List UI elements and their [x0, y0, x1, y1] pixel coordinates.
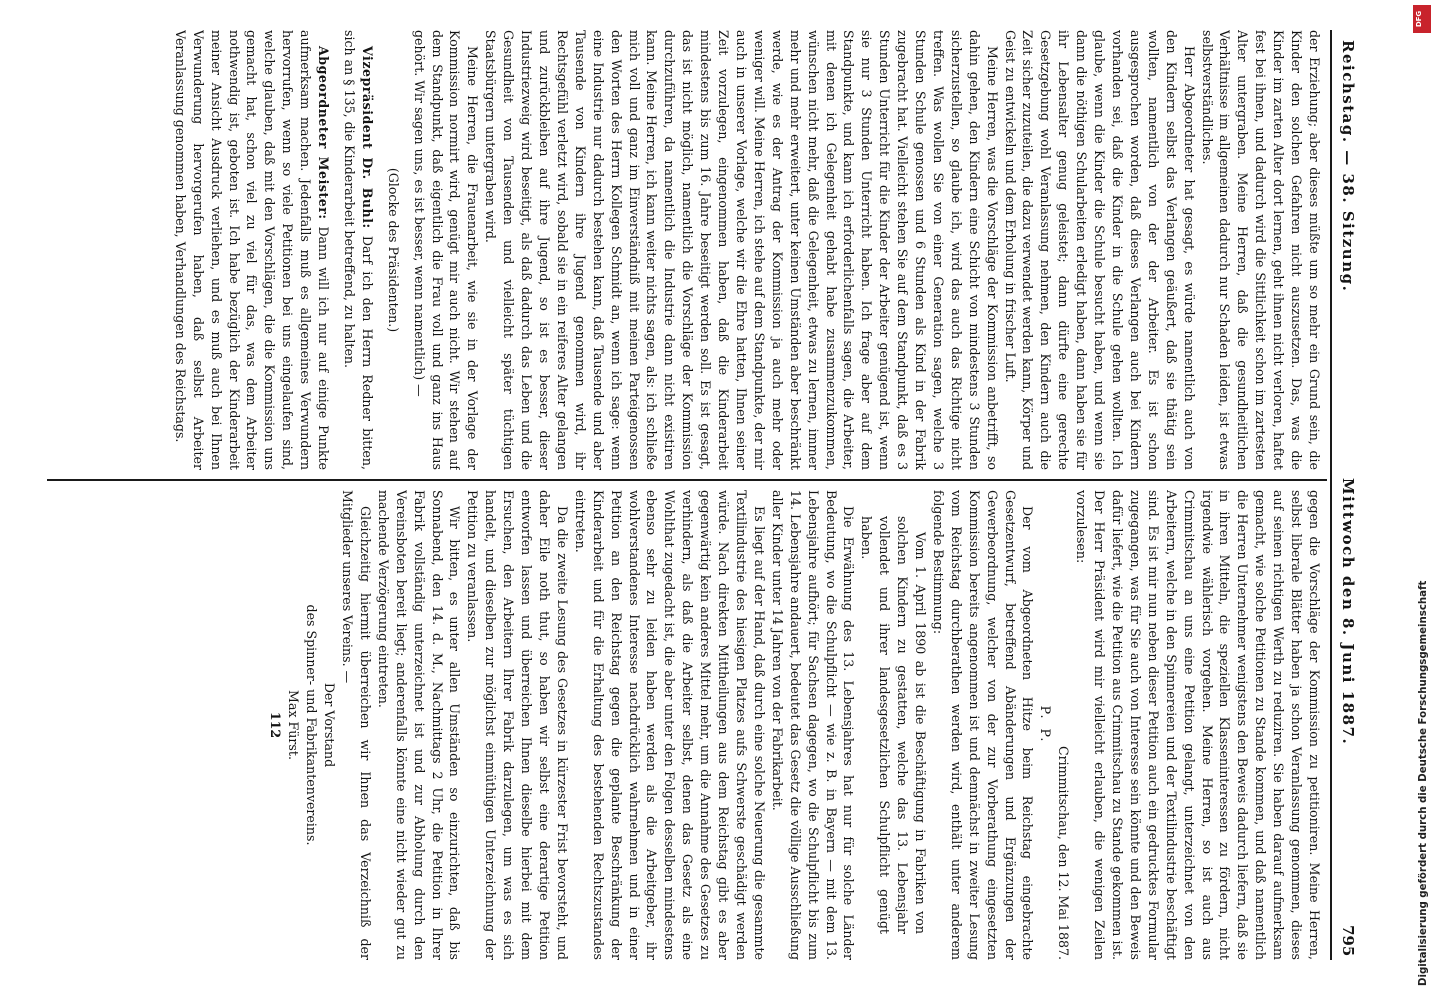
left-column: [43, 30, 1323, 470]
rotated-page-content: [35, 0, 1395, 1000]
signature-name: Max Fürst.: [286, 690, 302, 760]
paragraph: Herr Abgeordneter hat gesagt, es würde namentlich auch von den Kindern selbst das Verlangen geäußert, daß sie thätig sein wollten, namentlich von der der Arbeiter. Es ist schon ausgesprochen worden, daß dieses Verlangen auch bei Kindern vorhanden sei, daß die Kinder in die Schule gehen wollten. Ich glaube, wenn die Kinder die Schule besucht haben, und wenn sie dann die nöthigen Schularbeiten erledigt haben, dann haben sie für ihr Lebensalter genug geleistet; dann dürfte eine gerechte Gesetzgebung wohl Veranlassung nehmen, den Kindern auch die Zeit sicher zuzuteilen, die dazu verwendet werden kann, Körper und Geist zu entwickeln und dem Erholung in frischer Luft.: [1002, 30, 1197, 470]
signature-association: des Spinner- und Fabrikantenvereins.: [304, 604, 320, 846]
side-credit-text: Digitalisierung gefördert durch die Deutsche Forschungsgemeinschaft: [1418, 580, 1429, 986]
letter-salutation: P. P.: [1038, 705, 1054, 745]
paragraph: gegen die Vorschläge der Kommission zu petitioniren. Meine Herren, selbst liberale Blätter haben ja schon Veranlassung genommen, dieses auf seinen richtigen Werth zu reduziren. Sie haben darauf aufmerksam gemacht, wie solche Petitionen zu Stande kommen, und daß namentlich die Herren Unternehmer wenigstens den Beweis dadurch liefern, daß sie in ihren Mitteln, die speziellen Klasseninteressen zu fördern, nicht irgendwie wählerisch vorgehen. Meine Herren, so ist auch aus Crimmitschau an uns eine Petition gelangt, unterzeichnet von den Arbeitern, welche in den Spinnereien und der Textilindustrie beschäftigt sind. Es ist mir nun neben dieser Petition auch ein gedrucktes Formular zugegangen, was für Sie auch von Interesse sein könnte und den Beweis dafür liefert, wie die Petition aus Crimmitschau zu Stande gekommen ist. Der Herr Präsident wird mir vielleicht erlauben, die wenigen Zeilen vorzulesen:: [1074, 490, 1322, 960]
letter-paragraph: Der vom Abgeordneten Hitze beim Reichstag eingebrachte Gesetzentwurf, betreffend Abänderungen und Ergänzungen der Gewerbeordnung, welcher von der zur Vorberathung eingesetzten Kommission bereits angenommen ist und demnächst in zweiter Lesung vom Reichstag durchberathen werden wird, enthält unter anderem folgende Bestimmung:: [930, 490, 1036, 960]
paragraph: Meine Herren, die Frauenarbeit, wie sie in der Vorlage der Kommission normirt wird, genügt mir auch nicht. Wir stehen auf dem Standpunkt, daß eigentlich die Frau voll und ganz ins Haus gehört. Wir sagen uns, es ist besser, wenn namentlich) —: [411, 30, 481, 470]
letter-paragraph: Die Erwähnung des 13. Lebensjahres hat nur für solche Länder Bedeutung, wo die Schulpflicht — wie z. B. in Bayern — mit dem 13. Lebensjahre aufhört; für Sachsen dagegen, wo die Schulpflicht bis zum 14. Lebensjahre andauert, bedeutet das Gesetz die völlige Ausschließung aller Kinder unter 14 Jahren von der Fabrikarbeit.: [769, 490, 857, 960]
letter-paragraph: Es liegt auf der Hand, daß durch eine solche Neuerung die gesammte Textilindustrie des hiesigen Platzes aufs Schwerste geschädigt werden würde. Nach direkten Mittheilungen aus dem Reichstag gibt es aber gegenwärtig kein anderes Mittel mehr, um die Annahme des Gesetzes zu verhindern, als daß die Arbeiter selbst, denen das Gesetz als eine Wohlthat zugedacht ist, die aber unter den Folgen desselben mindestens ebenso sehr zu leiden haben werden als die Arbeitgeber, ihr wohlverstandenes Interesse nachdrücklich wahrnehmen und in einer Petition an den Reichstag gegen die geplante Beschränkung der Kinderarbeit und für die Erhaltung des bestehenden Rechtszustandes eintreten.: [572, 490, 767, 960]
side-credit: [1412, 30, 1432, 990]
letter-paragraph: Gleichzeitig hiermit überreichen wir Ihnen das Verzeichniß der Mitglieder unseres Vereins. —: [340, 490, 373, 960]
letter-dateline: Crimmitschau, den 12. Mai 1887.: [1056, 745, 1072, 960]
letter-paragraph: Da die zweite Lesung des Gesetzes in kürzester Frist bevorsteht, und daher Eile noth thut, so haben wir selbst eine derartige Petition entworfen lassen und überreichen Ihnen dieselbe hierbei mit dem Ersuchen, den Arbeitern Ihrer Fabrik darzulegen, um was es sich handelt, und dieselben zur möglichst einmüthigen Unterzeichnung der Petition zu veranlassen.: [465, 490, 570, 960]
header-page-number: 795: [1339, 925, 1357, 957]
right-column: [43, 490, 1323, 960]
speech-text: Darf ich den Herrn Redner bitten, sich an § 135, die Kinderarbeit betreffend, zu halten.: [341, 30, 375, 470]
header-session-title: Reichstag. — 38. Sitzung.: [1339, 40, 1357, 293]
dfg-logo-text: DFG: [1415, 10, 1424, 28]
speaker-name: Vizepräsident Dr. Buhl:: [359, 46, 375, 229]
signature-number: 112: [268, 711, 284, 739]
header-rule: [1330, 30, 1332, 960]
paragraph: Meine Herren, was die Vorschläge der Kommission anbetrifft, so dahin gehen, den Kindern eine Schicht von mindestens 3 Stunden sicherzustellen, so glaube ich, wird das auch das Richtige nicht treffen. Was wollen Sie von einer Generation sagen, welche 3 Stunden Schule genossen und 6 Stunden als Kind in der Fabrik zugebracht hat. Vielleicht stehen Sie auf dem Standpunkt, daß es 3 Stunden Unterricht für die Kinder der Arbeiter genügend ist, wenn sie nur 3 Stunden Unterricht haben. Ich frage aber auf dem Standpunkte, und kann ich erforderlichenfalls sagen, die Arbeiter, mit denen ich Gelegenheit gehabt habe zusammenzukommen, wünschen nicht mehr, daß die Gelegenheit, etwas zu lernen, immer mehr und mehr erweitert, unter keinen Umständen aber beschränkt werde, wie es der Antrag der Kommission ja auch mehr oder weniger will. Meine Herren, ich stehe auf dem Standpunkte, der mir auch in unserer Vorlage, welche wir die Ehre hatten, Ihnen seiner Zeit vorzulegen, eingenommen haben, daß die Kinderarbeit mindestens bis zum 16. Jahre beseitigt werden soll. Es ist gesagt, das ist nicht möglich, namentlich die Vorschläge der Kommission durchzuführen, da namentlich die Industrie dann nicht existiren kann. Meine Herren, ich kann weiter nichts sagen, als: ich schließe mich voll und ganz im Einverständniß mit meinen Parteigenossen den Worten des Herrn Kollegen Schmidt an, wenn ich sage: wenn eine Industrie nur dadurch bestehen kann, daß Tausende und aber Tausende von Kindern ihre Jugend genommen wird, ihr Rechtsgefühl verletzt wird, sobald sie in ein reiferes Alter gelangen und zurückbleiben auf ihre Jugend, so ist es besser, dieser Industriezweig wird beseitigt, als daß dadurch das Leben und die Gesundheit von Tausenden und vielleicht später tüchtigen Staatsbürgern untergraben wird.: [483, 30, 1000, 470]
paragraph: der Erziehung; aber dieses müßte um so mehr ein Grund sein, die Kinder den solchen Gefahren nicht auszusetzen. Das, was die Kinder im zarten Alter dort lernen, geht ihnen nicht verloren, haftet fest bei ihnen, und dadurch wird die Sittlichkeit schon im zartesten Alter untergraben. Meine Herren, daß die gesundheitlichen Verhältnisse im allgemeinen dadurch nur Schaden leiden, ist etwas selbstverständliches.: [1199, 30, 1322, 470]
speech-text: Dann will ich nur auf einige Punkte aufmerksam machen. Jedenfalls muß es allgemeines Verwundern hervorrufen, wenn so viele Petitionen bei uns eingelaufen sind, welche glauben, daß mit den Vorschlägen, die die Kommission uns gemacht hat, schon viel zu viel für das, was dem Arbeiter nothwendig ist, geboten ist. Ich habe bezüglich der Kinderarbeit meiner Ansicht Ausdruck verliehen, und es muß auch bei Ihnen Verwunderung hervorgerufen haben, daß selbst Arbeiter Veranlassung genommen haben, Verhandlungen des Reichstags.: [172, 30, 332, 470]
letter-quote: Vom 1. April 1890 ab ist die Beschäftigung in Fabriken von solchen Kindern zu gestatten, welche das 13. Lebensjahr vollendet und ihrer landesgesetzlichen Schulpflicht genügt haben.: [859, 516, 929, 934]
letter-paragraph: Wir bitten, es unter allen Umständen so einzurichten, daß bis Sonnabend, den 14. d. M., Nachmittags 2 Uhr, die Petition in Ihrer Fabrik vollständig unterzeichnet ist und zur Abholung durch den Vereinsboten bereit liegt; anderenfalls könnte eine nicht wieder gut zu machende Verzögerung eintreten.: [375, 490, 463, 960]
bell-note: (Glocke des Präsidenten.): [385, 167, 401, 333]
paragraph-meister: [171, 30, 332, 470]
paragraph-vice-president: [340, 30, 376, 470]
header-date: Mittwoch den 8. Juni 1887.: [1339, 478, 1357, 746]
speaker-name: Abgeordneter Meister:: [316, 46, 332, 220]
column-divider: [47, 479, 1327, 481]
signature-board: Der Vorstand: [322, 682, 338, 768]
